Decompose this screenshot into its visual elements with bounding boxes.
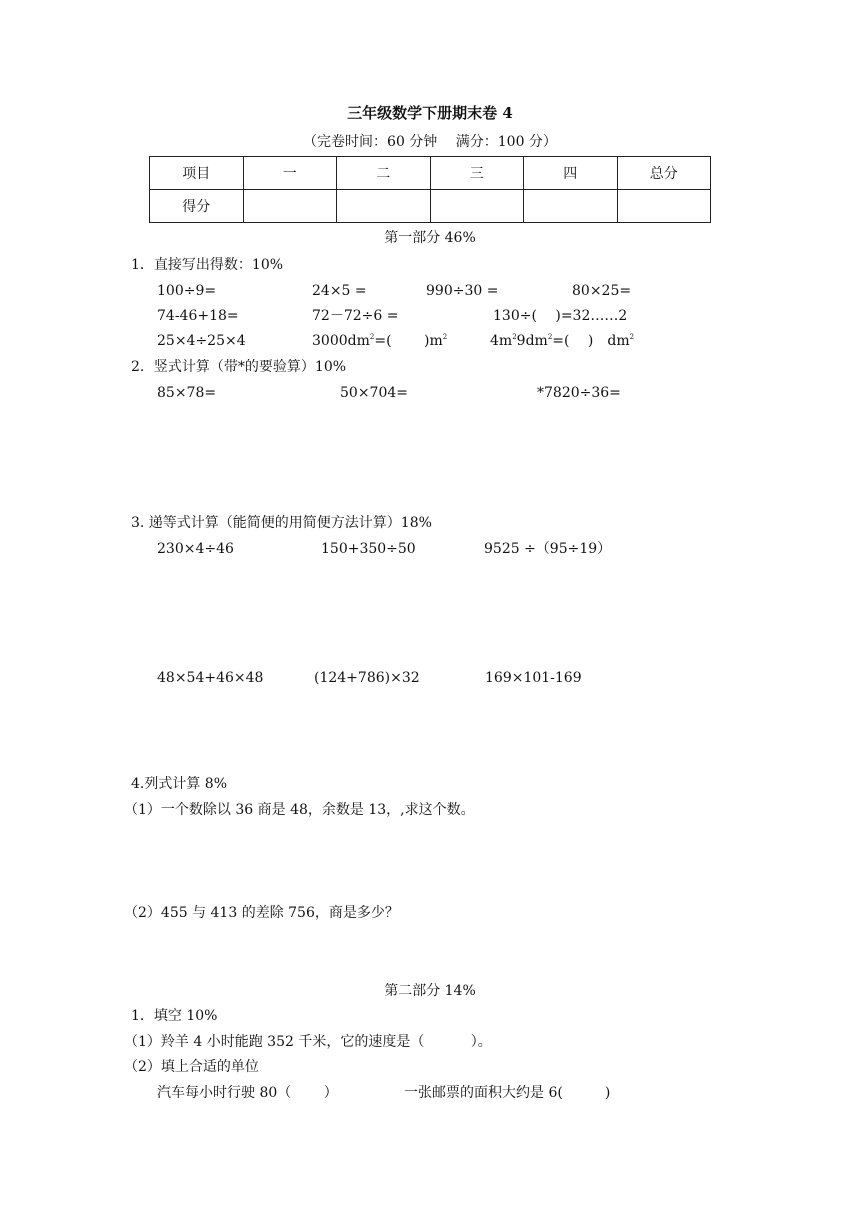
score-table-header: 项目 [150, 157, 244, 190]
superscript: 2 [512, 333, 517, 341]
part2-heading: 第二部分 14% [384, 983, 476, 999]
superscript: 2 [369, 333, 375, 341]
q1-item: 100÷9= [157, 283, 217, 299]
exam-subtitle: （完卷时间：60 分钟 满分：100 分） [303, 134, 557, 150]
q1-item: 24×5 = [312, 283, 367, 299]
part2-fill-item: 汽车每小时行驶 80（ ） [157, 1085, 338, 1101]
q1-title: 1．直接写出得数：10% [131, 257, 284, 273]
q1-text: =( )m [374, 333, 443, 349]
score-cell[interactable] [524, 190, 618, 223]
q3-item: 169×101-169 [485, 670, 582, 686]
part2-q1-title: 1．填空 10% [131, 1008, 218, 1024]
exam-title: 三年级数学下册期末卷 4 [347, 104, 513, 122]
q2-item: 85×78= [157, 385, 217, 401]
score-cell[interactable] [243, 190, 337, 223]
q1-item: 72－72÷6 = [312, 308, 399, 324]
q3-title: 3. 递等式计算（能简便的用简便方法计算）18% [131, 515, 432, 531]
q3-item: 48×54+46×48 [157, 670, 264, 686]
q2-item: *7820÷36= [537, 385, 621, 401]
q1-item: 74-46+18= [157, 308, 239, 324]
q3-item: (124+786)×32 [314, 670, 420, 686]
q1-item: 130÷( )=32……2 [493, 308, 628, 324]
q1-item: 80×25= [572, 283, 632, 299]
score-table-header: 总分 [617, 157, 711, 190]
score-table-score-row [150, 190, 711, 223]
part2-sub-question: （2）填上合适的单位 [124, 1059, 259, 1075]
q1-text: 3000dm [312, 333, 370, 349]
part2-sub-question: （1）羚羊 4 小时能跑 352 千米，它的速度是（ ）。 [124, 1034, 492, 1050]
q2-item: 50×704= [340, 385, 408, 401]
score-cell[interactable] [337, 190, 431, 223]
q3-item: 9525 ÷（95÷19） [484, 541, 612, 557]
superscript: 2 [442, 333, 448, 341]
score-cell[interactable] [617, 190, 711, 223]
part1-heading: 第一部分 46% [384, 230, 476, 246]
score-table-header-row [150, 157, 711, 190]
score-cell[interactable] [430, 190, 524, 223]
q1-item: 25×4÷25×4 [157, 333, 246, 349]
q1-item [312, 332, 447, 350]
score-row-label: 得分 [150, 190, 244, 223]
q2-title: 2．竖式计算（带*的要验算）10% [131, 359, 347, 375]
q1-item: 990÷30 = [426, 283, 499, 299]
part2-fill-item: 一张邮票的面积大约是 6( ) [404, 1085, 611, 1101]
score-table-header: 三 [430, 157, 524, 190]
score-table-header: 二 [337, 157, 431, 190]
q1-text: =( ) dm [552, 333, 630, 349]
score-table [149, 156, 711, 223]
q3-item: 230×4÷46 [157, 541, 234, 557]
q3-item: 150+350÷50 [321, 541, 416, 557]
score-table-header: 四 [524, 157, 618, 190]
q4-sub-question: （1）一个数除以 36 商是 48，余数是 13，,求这个数。 [124, 802, 475, 818]
q4-title: 4.列式计算 8% [131, 776, 228, 792]
superscript: 2 [547, 333, 553, 341]
q1-item [490, 332, 634, 350]
superscript: 2 [629, 333, 635, 341]
q4-sub-question: （2）455 与 413 的差除 756，商是多少？ [124, 905, 399, 921]
score-table-header: 一 [243, 157, 337, 190]
q1-text: 9dm [516, 333, 548, 349]
q1-text: 4m [490, 333, 513, 349]
